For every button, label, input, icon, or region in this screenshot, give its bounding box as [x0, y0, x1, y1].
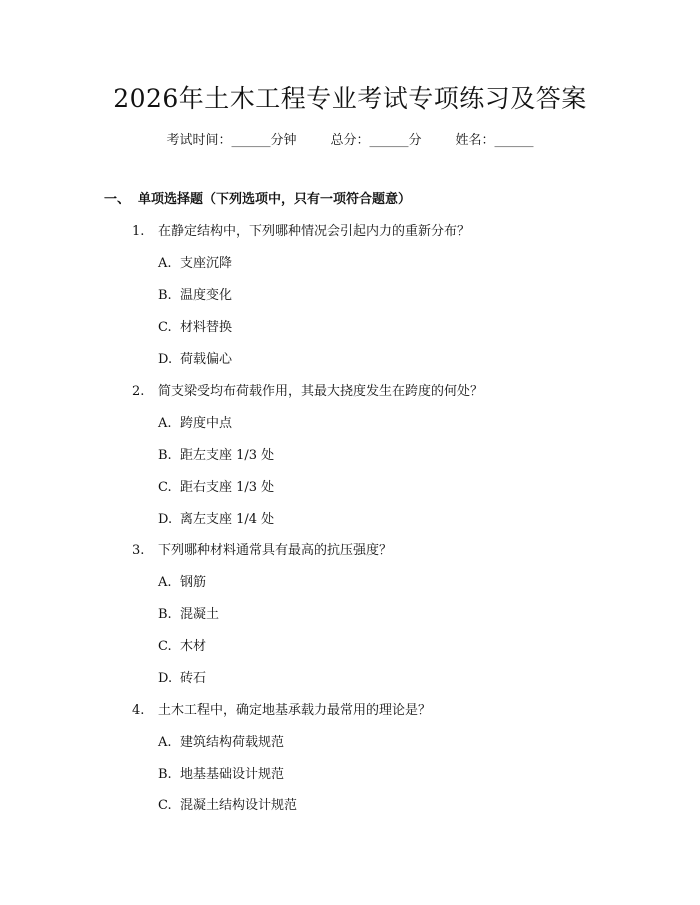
- option-text: 距右支座 1/3 处: [180, 480, 275, 495]
- option-letter: A.: [158, 575, 172, 590]
- question-text: 下列哪种材料通常具有最高的抗压强度？: [158, 543, 393, 558]
- question-4-option-b: [158, 766, 284, 784]
- option-letter: D.: [158, 352, 173, 367]
- option-letter: C.: [158, 320, 172, 335]
- question-3-option-b: [158, 606, 219, 624]
- option-letter: A.: [158, 256, 172, 271]
- question-3-option-d: [158, 670, 206, 688]
- option-text: 地基基础设计规范: [180, 767, 285, 782]
- option-text: 混凝土: [180, 607, 220, 622]
- option-text: 砖石: [180, 671, 207, 686]
- question-1: [132, 223, 470, 241]
- question-2-option-a: [158, 415, 232, 433]
- option-letter: B.: [158, 767, 172, 782]
- option-text: 支座沉降: [180, 256, 233, 271]
- option-text: 离左支座 1/4 处: [180, 512, 275, 527]
- option-letter: A.: [158, 416, 172, 431]
- option-text: 材料替换: [180, 320, 233, 335]
- question-text: 简支梁受均布荷载作用，其最大挠度发生在跨度的何处？: [158, 384, 484, 399]
- question-4-option-c: [158, 797, 297, 815]
- option-letter: D.: [158, 671, 173, 686]
- option-letter: C.: [158, 639, 172, 654]
- question-number: 3.: [132, 543, 145, 558]
- question-3: [132, 542, 392, 560]
- question-4: [132, 702, 431, 720]
- question-number: 4.: [132, 703, 145, 718]
- option-letter: D.: [158, 512, 173, 527]
- question-2: [132, 383, 483, 401]
- option-letter: C.: [158, 798, 172, 813]
- option-text: 混凝土结构设计规范: [180, 798, 298, 813]
- question-4-option-a: [158, 734, 284, 752]
- question-text: 土木工程中，确定地基承载力最常用的理论是？: [158, 703, 432, 718]
- question-number: 1.: [132, 224, 145, 239]
- name-field: 姓名：______: [455, 133, 534, 148]
- option-letter: B.: [158, 607, 172, 622]
- question-3-option-c: [158, 638, 206, 656]
- option-text: 木材: [180, 639, 207, 654]
- question-2-option-d: [158, 511, 274, 529]
- page-title: 2026年土木工程专业考试专项练习及答案: [113, 84, 587, 113]
- total-score-field: 总分：______分: [330, 133, 422, 148]
- question-1-option-d: [158, 351, 232, 369]
- question-3-option-a: [158, 574, 206, 592]
- question-1-option-a: [158, 255, 232, 273]
- option-text: 荷载偏心: [180, 352, 233, 367]
- question-1-option-c: [158, 319, 232, 337]
- option-text: 钢筋: [180, 575, 207, 590]
- exam-time-field: 考试时间：______分钟: [166, 133, 297, 148]
- exam-meta: [0, 132, 700, 150]
- question-2-option-b: [158, 447, 274, 465]
- option-letter: B.: [158, 288, 172, 303]
- section-title: 单项选择题（下列选项中，只有一项符合题意）: [138, 192, 412, 207]
- option-letter: B.: [158, 448, 172, 463]
- question-2-option-c: [158, 479, 274, 497]
- option-text: 温度变化: [180, 288, 233, 303]
- section-heading: [104, 191, 411, 209]
- question-text: 在静定结构中，下列哪种情况会引起内力的重新分布？: [158, 224, 471, 239]
- question-number: 2.: [132, 384, 145, 399]
- option-text: 跨度中点: [180, 416, 233, 431]
- question-1-option-b: [158, 287, 232, 305]
- option-letter: C.: [158, 480, 172, 495]
- option-text: 建筑结构荷载规范: [180, 735, 285, 750]
- option-letter: A.: [158, 735, 172, 750]
- section-number: 一、: [104, 192, 131, 207]
- option-text: 距左支座 1/3 处: [180, 448, 275, 463]
